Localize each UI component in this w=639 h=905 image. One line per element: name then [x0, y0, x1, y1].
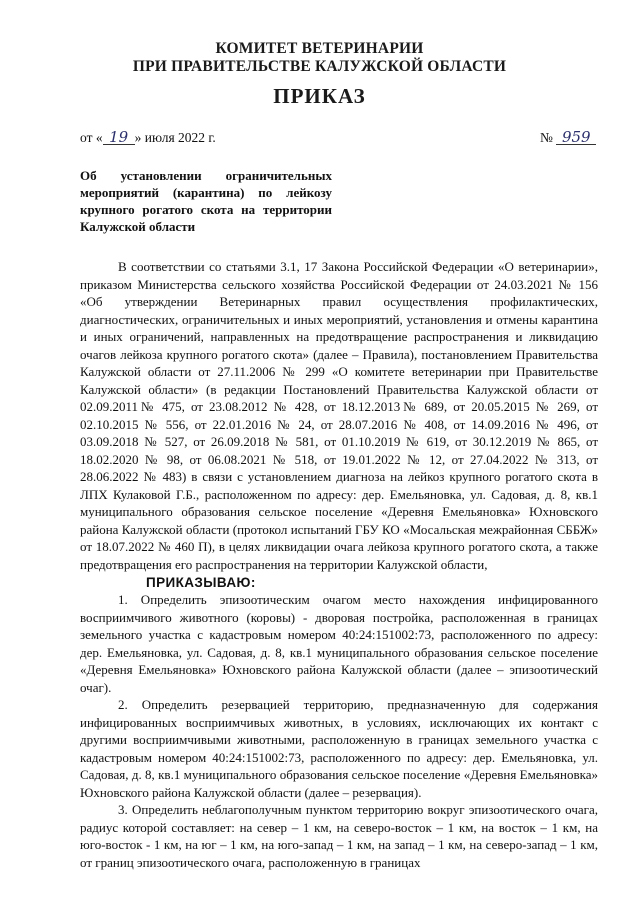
- order-date: [80, 130, 216, 146]
- order-keyword: ПРИКАЗЫВАЮ:: [146, 575, 256, 590]
- order-item-1: 1. Определить эпизоотическим очагом место нахождения инфицированного восприимчивого животного (коровы) - дворовая постройка, расположенная в границах земельного участка с кадастровым номером 40:24:151002:73, расположенного по адресу: дер. Емельяновка, ул. Садовая, д. 8, кв.1 муниципального образования сельское поселение «Деревня Емельяновка» Юхновского района Калужской области (далее – эпизоотический очаг).: [80, 592, 598, 695]
- order-item-3: 3. Определить неблагополучным пунктом территорию вокруг эпизоотического очага, радиус которой составляет: на север – 1 км, на северо-восток – 1 км, на восток – 1 км, на юго-восток - 1 км, на юг – 1 км, на юго-запад – 1 км, на запад – 1 км, на северо-запад – 1 км, от границ эпизоотического очага, расположенную в границах: [80, 802, 598, 870]
- committee-name-line2: ПРИ ПРАВИТЕЛЬСТВЕ КАЛУЖСКОЙ ОБЛАСТИ: [132, 58, 507, 75]
- subject-line: крупного рогатого скота на территории: [80, 202, 332, 217]
- order-item-2: 2. Определить резервацией территорию, предназначенную для содержания инфицированных восприимчивых животных, в условиях, исключающих их контакт с другими восприимчивыми животными, расположенную в границах земельного участка с кадастровым номером 40:24:151002:73, расположенного по адресу: дер. Емельяновка, ул. Садовая, д. 8, кв.1 муниципального образования сельское поселение «Деревня Емельяновка» Юхновского района Калужской области (далее – резервация).: [80, 697, 598, 800]
- date-suffix: » июля 2022 г.: [134, 130, 216, 145]
- preamble-paragraph: В соответствии со статьями 3.1, 17 Закона Российской Федерации «О ветеринарии», приказом Министерства сельского хозяйства Российской Федерации от 24.03.2021 № 156 «Об утверждении Ветеринарных правил осуществления профилактических, диагностических, ограничительных и иных мероприятий, установления и отмены карантина и иных ограничений, направленных на предотвращение распространения и ликвидацию очагов лейкоза крупного рогатого скота» (далее – Правила), постановлением Правительства Калужской области от 27.11.2006 № 299 «О комитете ветеринарии при Правительстве Калужской области» (в редакции Постановлений Правительства Калужской области от 02.09.2011№ 475, от 23.08.2012 № 428, от 18.12.2013№ 689, от 20.05.2015 № 269, от 02.10.2015 № 556, от 22.01.2016 № 24, от 28.07.2016 № 408, от 14.09.2016 № 496, от 03.09.2018 № 527, от 26.09.2018 № 581, от 01.10.2019 № 619, от 30.12.2019 № 865, от 18.02.2020 № 98, от 06.08.2021 № 518, от 19.01.2022 № 12, от 27.04.2022 № 313, от 28.06.2022 № 483) в связи с установлением диагноза на лейкоз крупного рогатого скота в ЛПХ Кулаковой Г.Б., расположенном по адресу: дер. Емельяновка, ул. Садовая, д. 8, кв.1 муниципального образования сельское поселение «Деревня Емельяновка» Юхновского района Калужской области (протокол испытаний ГБУ КО «Мосальская межрайонная СББЖ» от 18.07.2022 № 460 П), в целях ликвидации очага лейкоза крупного рогатого скота, а также предотвращения его распространения на территории Калужской области,: [80, 259, 598, 572]
- subject-line: Калужской области: [80, 219, 196, 234]
- number-prefix: №: [540, 130, 553, 145]
- order-subject: [80, 167, 332, 235]
- date-prefix: от «: [80, 130, 103, 145]
- order-number: [540, 130, 596, 146]
- subject-line: Об установлении ограничительных: [80, 168, 332, 183]
- subject-line: мероприятий (карантина) по лейкозу: [80, 185, 332, 200]
- order-body: [80, 258, 598, 871]
- date-day-handwritten: 19: [103, 131, 135, 145]
- committee-name-line1: КОМИТЕТ ВЕТЕРИНАРИИ: [215, 40, 424, 57]
- document-type-title: ПРИКАЗ: [273, 84, 366, 108]
- number-handwritten: 959: [556, 131, 596, 145]
